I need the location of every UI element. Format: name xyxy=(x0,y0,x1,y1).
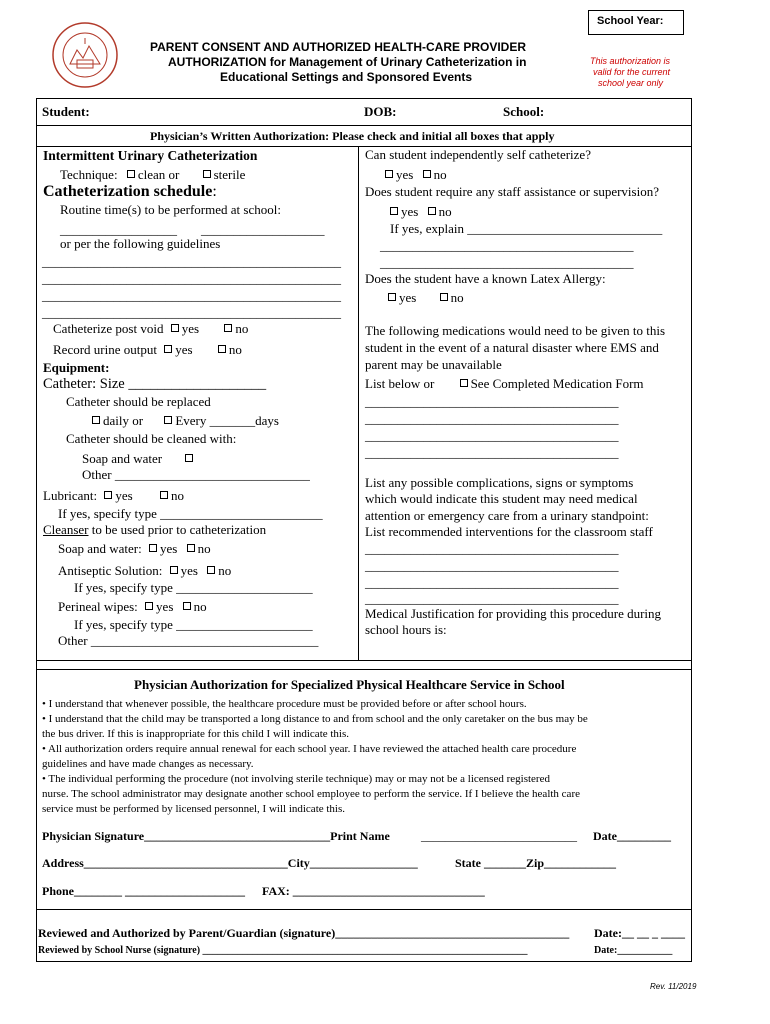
perineal-specify-field[interactable]: If yes, specify type _____________________ xyxy=(74,617,313,632)
staff-assist-yes-checkbox[interactable] xyxy=(390,207,398,215)
divider xyxy=(36,669,692,670)
yes-label: yes xyxy=(401,204,419,219)
auth-bullet-4b: nurse. The school administrator may designate another school employee to perform the service. If I believe the health care xyxy=(42,788,580,800)
guideline-line[interactable]: ______________________________________________ xyxy=(42,305,341,320)
every-checkbox[interactable] xyxy=(164,416,172,424)
cleanser-soap-no-checkbox[interactable] xyxy=(187,544,195,552)
staff-assist-question: Does student require any staff assistance or supervision? xyxy=(365,184,659,199)
nurse-date-field[interactable]: Date:___________ xyxy=(594,945,673,956)
self-cath-no-checkbox[interactable] xyxy=(423,170,431,178)
yes-label: yes xyxy=(181,321,200,336)
antiseptic-no-checkbox[interactable] xyxy=(207,566,215,574)
no-label: no xyxy=(218,563,232,578)
replaced-label: Catheter should be replaced xyxy=(66,394,211,409)
state-seal-logo xyxy=(50,20,120,90)
see-med-form-label: See Completed Medication Form xyxy=(470,376,644,391)
schedule-title-text: Catheterization schedule xyxy=(43,183,213,200)
lubricant-row xyxy=(43,488,184,504)
antiseptic-yes-checkbox[interactable] xyxy=(170,566,178,574)
divider xyxy=(36,125,692,126)
post-void-label: Catheterize post void xyxy=(53,321,164,336)
yes-label: yes xyxy=(396,167,414,182)
schedule-title-colon: : xyxy=(212,183,217,200)
complications-line[interactable]: _______________________________________ xyxy=(365,575,619,590)
routine-time-field-1[interactable]: __________________ xyxy=(60,222,177,237)
auth-bullet-4c: service must be performed by licensed personnel, I will indicate this. xyxy=(42,803,346,815)
latex-options xyxy=(388,290,464,306)
medication-line[interactable]: _______________________________________ xyxy=(365,445,619,460)
medications-option-row xyxy=(365,376,644,392)
sterile-checkbox[interactable] xyxy=(203,170,211,178)
post-void-row xyxy=(53,321,248,337)
yes-label: yes xyxy=(115,488,133,503)
yes-label: yes xyxy=(399,290,417,305)
explain-field[interactable]: If yes, explain ______________________________ xyxy=(390,221,663,236)
self-cath-question: Can student independently self catheterize? xyxy=(365,147,591,162)
medication-line[interactable]: _______________________________________ xyxy=(365,411,619,426)
explain-line[interactable]: _______________________________________ xyxy=(380,255,634,270)
complications-text-1: List any possible complications, signs or symptoms xyxy=(365,475,634,490)
no-label: no xyxy=(433,167,447,182)
soap-water-checkbox[interactable] xyxy=(185,454,193,462)
every-days-field[interactable]: Every _______days xyxy=(175,413,279,428)
technique-label: Technique: xyxy=(60,167,118,182)
address-field[interactable]: Address__________________________________City__________________ xyxy=(42,856,418,870)
section-title-catheterization: Intermittent Urinary Catheterization xyxy=(43,148,258,163)
clean-checkbox[interactable] xyxy=(127,170,135,178)
antiseptic-specify-field[interactable]: If yes, specify type _____________________ xyxy=(74,580,313,595)
lubricant-label: Lubricant: xyxy=(43,488,98,503)
latex-no-checkbox[interactable] xyxy=(440,293,448,301)
column-divider xyxy=(358,146,359,660)
justification-text-1: Medical Justification for providing this procedure during xyxy=(365,606,662,621)
soap-water-row xyxy=(82,451,196,467)
cleaned-with-label: Catheter should be cleaned with: xyxy=(66,431,237,446)
cleanser-soap-yes-checkbox[interactable] xyxy=(149,544,157,552)
antiseptic-row xyxy=(58,563,231,579)
technique-row xyxy=(60,167,245,183)
staff-assist-no-checkbox[interactable] xyxy=(428,207,436,215)
daily-checkbox[interactable] xyxy=(92,416,100,424)
medication-line[interactable]: _______________________________________ xyxy=(365,394,619,409)
no-label: no xyxy=(228,342,242,357)
clean-label: clean or xyxy=(137,167,180,182)
justification-text-2: school hours is: xyxy=(365,622,447,637)
instruction-text: Physician’s Written Authorization: Please check and initial all boxes that apply xyxy=(150,129,555,143)
guidelines-label: or per the following guidelines xyxy=(60,236,221,251)
record-urine-no-checkbox[interactable] xyxy=(218,345,226,353)
dob-field-label[interactable]: DOB: xyxy=(364,104,397,119)
complications-line[interactable]: _______________________________________ xyxy=(365,558,619,573)
physician-date-field[interactable]: Date_________ xyxy=(593,829,671,843)
school-year-label: School Year: xyxy=(597,15,664,27)
lubricant-specify-field[interactable]: If yes, specify type _________________________ xyxy=(58,506,323,521)
complications-text-2: which would indicate this student may need medical xyxy=(365,491,638,506)
cleanser-label: Cleanser xyxy=(43,522,89,537)
no-label: no xyxy=(193,599,207,614)
other-field[interactable]: Other ___________________________________ xyxy=(58,633,319,648)
guideline-line[interactable]: ______________________________________________ xyxy=(42,254,341,269)
post-void-yes-checkbox[interactable] xyxy=(171,324,179,332)
state-zip-field[interactable]: State _______Zip____________ xyxy=(455,856,617,870)
clean-other-field[interactable]: Other ______________________________ xyxy=(82,467,310,482)
schedule-title xyxy=(43,183,217,201)
latex-question: Does the student have a known Latex Allergy: xyxy=(365,271,606,286)
yes-label: yes xyxy=(180,563,198,578)
no-label: no xyxy=(438,204,452,219)
auth-bullet-2b: the bus driver. If this is inappropriate for this child I will indicate this. xyxy=(42,728,350,740)
validity-note-line2: valid for the current xyxy=(593,67,671,77)
record-urine-yes-checkbox[interactable] xyxy=(164,345,172,353)
see-med-form-checkbox[interactable] xyxy=(460,379,468,387)
replaced-row xyxy=(92,413,279,429)
yes-label: yes xyxy=(175,342,193,357)
cleanser-soap-row xyxy=(58,541,211,557)
self-cath-options xyxy=(385,167,447,183)
record-urine-label: Record urine output xyxy=(53,342,157,357)
soap-water-label: Soap and water xyxy=(82,451,163,466)
revision-note: Rev. 11/2019 xyxy=(650,982,697,991)
medication-line[interactable]: _______________________________________ xyxy=(365,428,619,443)
cleanser-soap-label: Soap and water: xyxy=(58,541,142,556)
medications-text-2: student in the event of a natural disaster where EMS and xyxy=(365,340,659,355)
perineal-no-checkbox[interactable] xyxy=(183,602,191,610)
daily-label: daily or xyxy=(103,413,144,428)
auth-bullet-3b: guidelines and have made changes as necessary. xyxy=(42,758,254,770)
phone-field[interactable]: Phone________ ____________________ xyxy=(42,884,246,898)
complications-line[interactable]: _______________________________________ xyxy=(365,541,619,556)
yes-label: yes xyxy=(156,599,174,614)
lubricant-yes-checkbox[interactable] xyxy=(104,491,112,499)
parent-date-field[interactable]: Date:__ __ _ ____ xyxy=(594,926,685,940)
lubricant-no-checkbox[interactable] xyxy=(160,491,168,499)
divider xyxy=(36,146,692,147)
self-cath-yes-checkbox[interactable] xyxy=(385,170,393,178)
auth-bullet-2a: • I understand that the child may be transported a long distance to and from school and the only caretaker on the bus may be xyxy=(42,713,588,725)
complications-line[interactable]: _______________________________________ xyxy=(365,591,619,606)
nurse-signature-field[interactable]: Reviewed by School Nurse (signature) _________________________________________________________________ xyxy=(38,945,528,956)
no-label: no xyxy=(197,541,211,556)
guideline-line[interactable]: ______________________________________________ xyxy=(42,288,341,303)
cleanser-desc: to be used prior to catheterization xyxy=(88,522,267,537)
divider xyxy=(36,660,692,661)
auth-bullet-3a: • All authorization orders require annual renewal for each school year. I have reviewed the attached health care procedure xyxy=(42,743,577,755)
form-title-line3: Educational Settings and Sponsored Events xyxy=(220,70,473,84)
routine-time-field-2[interactable]: ___________________ xyxy=(201,222,325,237)
perineal-yes-checkbox[interactable] xyxy=(145,602,153,610)
divider xyxy=(36,909,692,910)
perineal-row xyxy=(58,599,207,615)
catheter-size-field[interactable]: Catheter: Size ___________________ xyxy=(43,376,267,392)
student-field-label[interactable]: Student: xyxy=(42,104,90,119)
staff-assist-options xyxy=(390,204,452,220)
form-title-line1: PARENT CONSENT AND AUTHORIZED HEALTH-CARE PROVIDER xyxy=(150,40,527,54)
equipment-heading: Equipment: xyxy=(43,360,110,375)
no-label: no xyxy=(235,321,249,336)
validity-note-line3: school year only xyxy=(598,78,664,88)
post-void-no-checkbox[interactable] xyxy=(224,324,232,332)
latex-yes-checkbox[interactable] xyxy=(388,293,396,301)
yes-label: yes xyxy=(160,541,178,556)
routine-times-label: Routine time(s) to be performed at school: xyxy=(60,202,281,217)
parent-signature-field[interactable]: Reviewed and Authorized by Parent/Guardian (signature)_______________________________________ xyxy=(38,926,570,940)
authorization-title: Physician Authorization for Specialized Physical Healthcare Service in School xyxy=(134,677,565,692)
guideline-line[interactable]: ______________________________________________ xyxy=(42,271,341,286)
validity-note-line1: This authorization is xyxy=(590,56,671,66)
medications-text-3: parent may be unavailable xyxy=(365,357,502,372)
explain-line[interactable]: _______________________________________ xyxy=(380,238,634,253)
school-field-label[interactable]: School: xyxy=(503,104,545,119)
cleanser-row xyxy=(43,522,266,538)
complications-text-3: attention or emergency care from a urinary standpoint: xyxy=(365,508,649,523)
no-label: no xyxy=(450,290,464,305)
list-below-label: List below or xyxy=(365,376,435,391)
record-urine-row xyxy=(53,342,242,358)
sterile-label: sterile xyxy=(213,167,246,182)
antiseptic-label: Antiseptic Solution: xyxy=(58,563,163,578)
fax-field[interactable]: FAX: ________________________________ xyxy=(262,884,485,898)
perineal-label: Perineal wipes: xyxy=(58,599,138,614)
no-label: no xyxy=(171,488,184,503)
form-title-line2: AUTHORIZATION for Management of Urinary Catheterization in xyxy=(168,55,527,69)
medications-text-1: The following medications would need to be given to this xyxy=(365,323,666,338)
auth-bullet-4a: • The individual performing the procedure (not involving sterile technique) may or may not be a licensed registered xyxy=(42,773,550,785)
auth-bullet-1: • I understand that whenever possible, the healthcare procedure must be provided before or after school hours. xyxy=(42,698,527,710)
complications-text-4: List recommended interventions for the classroom staff xyxy=(365,524,653,539)
print-name-field[interactable]: __________________________ xyxy=(421,829,577,843)
physician-signature-field[interactable]: Physician Signature_______________________________Print Name xyxy=(42,829,390,843)
